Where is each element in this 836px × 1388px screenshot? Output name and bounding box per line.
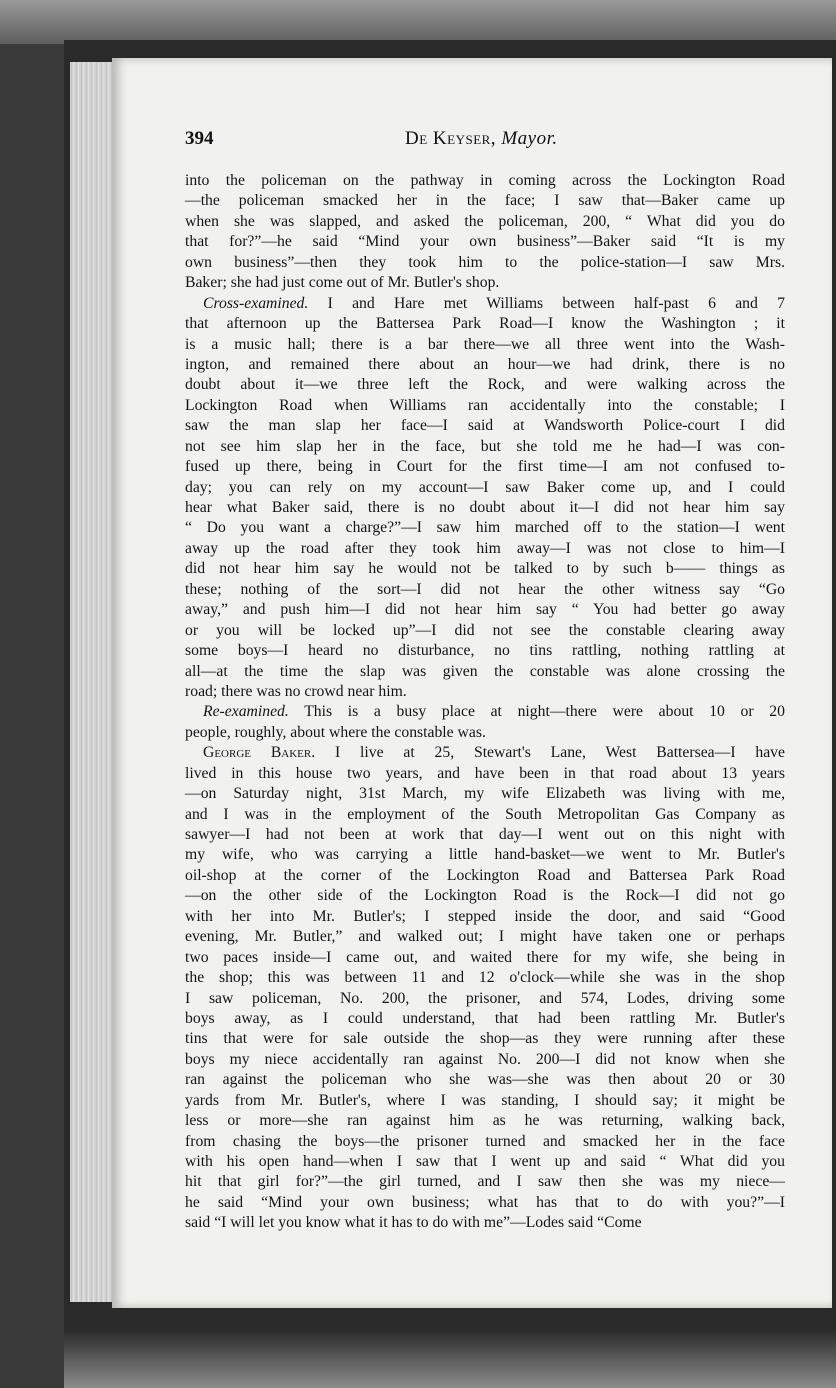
page-number: 394 [185,128,214,149]
text-line: when she was slapped, and asked the policeman, 200, “ What did you do [185,212,785,230]
text-line: Cross-examined. I and Hare met Williams between half-past 6 and 7 [203,294,785,312]
text-line: hear what Baker said, there is no doubt about it—I did not hear him say [185,499,785,516]
text-line: “ Do you want a charge?”—I saw him marched off to the station—I went [185,519,785,537]
text-line: with her into Mr. Butler's; I stepped inside the door, and said “Good [185,907,785,925]
witness-name: George Baker. [203,744,316,762]
text-line: less or more—she ran against him as he was returning, walking back, [185,1112,785,1130]
text-line: people, roughly, about where the constable was. [185,723,486,741]
text-line: fused up there, being in Court for the first time—I am not confused to- [185,458,785,476]
text-line: two paces inside—I came out, and waited there for my wife, she being in [185,948,785,966]
running-head [405,128,558,150]
text-line: from chasing the boys—the prisoner turned and smacked her in the face [185,1132,785,1150]
text-line: that for?”—he said “Mind your own business”—Baker said “It is my [185,233,785,251]
text-line: he said “Mind your own business; what has that to do with you?”—I [185,1193,785,1211]
text-line: away up the road after they took him away—I was not close to him—I [185,539,785,557]
text-line: ington, and remained there about an hour—we had drink, there is no [185,355,785,373]
text-line: Baker; she had just come out of Mr. Butler's shop. [185,274,500,292]
section-label: Cross-examined. [203,294,309,312]
text-line: all—at the time the slap was given the constable was alone crossing the [185,662,785,680]
text-line: sawyer—I had not been at work that day—I went out on this night with [185,826,785,843]
text-line: George Baker. I live at 25, Stewart's Lane, West Battersea—I have [203,744,785,762]
text-line: some boys—I heard no disturbance, no tins rattling, nothing rattling at [185,642,785,660]
text-line: saw the man slap her face—I said at Wandsworth Police-court I did [185,417,785,435]
text-line: or you will be locked up”—I did not see the constable clearing away [185,621,785,639]
text-line: doubt about it—we three left the Rock, and were walking across the [185,376,785,394]
text-line: —on Saturday night, 31st March, my wife Elizabeth was living with me, [185,785,785,803]
text-line: did not hear him say he would not be talked to by such b—— things as [185,560,785,578]
text-line: into the policeman on the pathway in coming across the Lockington Road [185,172,785,189]
text-line: I saw policeman, No. 200, the prisoner, and 574, Lodes, driving some [185,989,785,1007]
running-head-title: Mayor. [501,128,558,149]
text-line: road; there was no crowd near him. [185,682,407,700]
text-line: the shop; this was between 11 and 12 o'clock—while she was in the shop [185,969,785,987]
text-line: said “I will let you know what it has to do with me”—Lodes said “Come [185,1214,642,1232]
scan-bottom-margin [64,1330,836,1388]
text-line: not see him slap her in the face, but she told me he had—I was con- [185,437,785,455]
text-line: Lockington Road when Williams ran accidentally into the constable; I [185,396,785,414]
text-line: lived in this house two years, and have been in that road about 13 years [185,764,785,782]
text-line: —the policeman smacked her in the face; I saw that—Baker came up [185,192,785,210]
text-line: these; nothing of the sort—I did not hear the other witness say “Go [185,580,785,598]
text-line: oil-shop at the corner of the Lockington Road and Battersea Park Road [185,866,785,884]
text-line: boys my niece accidentally ran against No. 200—I did not know when she [185,1050,785,1068]
text-line: day; you can rely on my account—I saw Baker come up, and I could [185,478,785,496]
text-line: is a music hall; there is a bar there—we all three went into the Wash- [185,335,785,353]
page-header [185,128,785,158]
text-line: with his open hand—when I saw that I went up and said “ What did you [185,1153,785,1170]
text-line: tins that were for sale outside the shop—as they were running after these [185,1030,785,1048]
body-text [185,171,785,1234]
text-line: and I was in the employment of the South Metropolitan Gas Company as [185,805,785,823]
text-line: Re-examined. This is a busy place at night—there were about 10 or 20 [203,703,785,721]
running-head-name: De Keyser, [405,128,497,149]
text-line: evening, Mr. Butler,” and walked out; I might have taken one or perhaps [185,928,785,946]
text-line: own business”—then they took him to the police-station—I saw Mrs. [185,253,785,271]
text-line: ran against the policeman who she was—she was then about 20 or 30 [185,1071,785,1089]
text-line: away,” and push him—I did not hear him say “ You had better go away [185,601,785,619]
text-line: hit that girl for?”—the girl turned, and I saw then she was my niece— [185,1173,785,1191]
section-label: Re-examined. [203,703,289,721]
text-line: that afternoon up the Battersea Park Road—I know the Washington ; it [185,315,785,333]
scan-top-margin [0,0,836,44]
text-line: yards from Mr. Butler's, where I was standing, I should say; it might be [185,1091,785,1109]
text-line: my wife, who was carrying a little hand-basket—we went to Mr. Butler's [185,846,785,864]
text-line: boys away, as I could understand, that had been rattling Mr. Butler's [185,1009,785,1027]
text-line: —on the other side of the Lockington Road is the Rock—I did not go [185,887,785,905]
